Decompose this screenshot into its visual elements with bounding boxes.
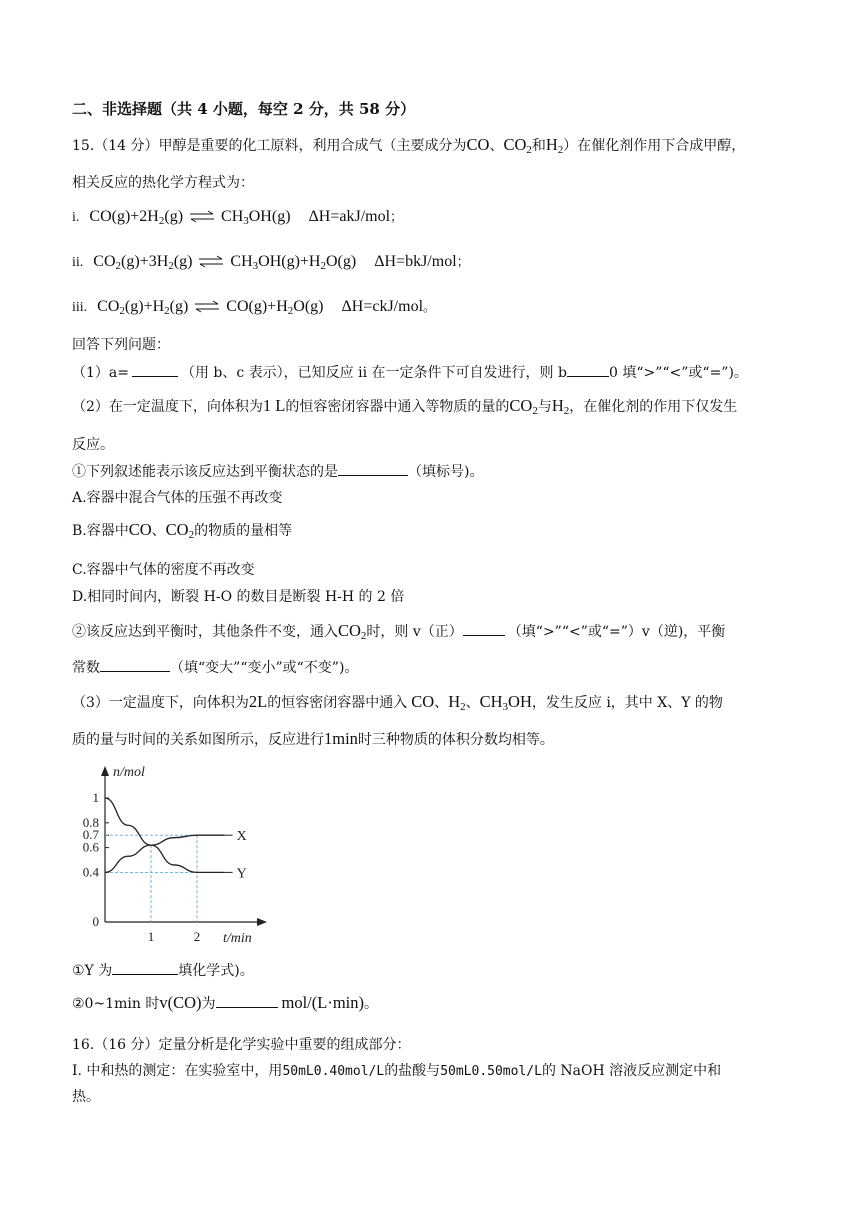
formula-co2: $CO_2$ [509, 396, 538, 417]
q15-part3-line2: 质的量与时间的关系如图所示，反应进行1min时三种物质的体积分数均相等。 [72, 729, 554, 748]
formula-co2: $CO_2$ [503, 135, 532, 156]
equilibrium-arrow-icon [194, 300, 220, 314]
y-tick-label: 0.6 [82, 839, 99, 855]
q15-part2-q1: ①下列叙述能表示该反应达到平衡状态的是 （填标号)。 [72, 464, 484, 480]
x-tick-label: 2 [193, 929, 201, 944]
option-b: B.容器中CO、$CO_2$的物质的量相等 [72, 520, 293, 541]
q15-part2-q2-line2: 常数 （填“变大”“变小”或“不变”)。 [72, 660, 359, 676]
y-tick-label: 1 [92, 790, 99, 805]
eq-label: iii. [72, 300, 88, 315]
mole-time-chart [82, 760, 282, 948]
y-axis-label: n/mol [113, 765, 145, 780]
eq-label: i. [72, 210, 80, 225]
series-line-X [105, 835, 225, 872]
q16-intro: 16.（16 分）定量分析是化学实验中重要的组成部分： [72, 1037, 411, 1053]
option-a: A.容器中混合气体的压强不再改变 [72, 490, 283, 506]
y-tick-label: 0.4 [82, 864, 99, 880]
answer-blank[interactable] [112, 962, 178, 975]
series-label-X: X [236, 829, 247, 845]
x-tick-label: 1 [147, 929, 155, 944]
section-title: 二、非选择题（共 4 小题，每空 2 分，共 58 分） [72, 100, 416, 118]
and-text: 和 [531, 138, 546, 154]
option-d: D.相同时间内，断裂 H-O 的数目是断裂 H-H 的 2 倍 [72, 589, 405, 605]
formula-h2: $H_2$ [551, 396, 570, 417]
option-c: C.容器中气体的密度不再改变 [72, 562, 255, 578]
x-axis-label: t/min [223, 931, 252, 946]
q15-part3-q2: ②0~1min 时v(CO)为 mol/(L·min)。 [72, 993, 378, 1012]
eq-label: ii. [72, 255, 84, 270]
answer-prompt: 回答下列问题： [72, 337, 170, 353]
q15-part2-line2: 反应。 [72, 437, 114, 453]
y-tick-label: 0 [92, 914, 99, 929]
q15-intro-line1 [72, 135, 745, 155]
formula-h2: $H_2$ [545, 135, 564, 156]
equation-iii: iii. $CO_2(g)+H_2(g)$ $CO(g)+H_2O(g)$ ΔH=ckJ/mol。 [72, 298, 437, 317]
answer-blank[interactable] [338, 463, 408, 476]
equation-ii: ii. $CO_2(g)+3H_2(g)$ $CH_3OH(g)+H_2O(g)$ ΔH=bkJ/mol； [72, 253, 470, 272]
q15-part2-q2: ②该反应达到平衡时，其他条件不变，通入$CO_2$时，则 v（正） （填“>”“<”或“=”）v（逆)，平衡 [72, 621, 726, 642]
y-axis-arrow-icon [101, 766, 109, 776]
equation-i: i. $CO(g)+2H_2(g)$ $CH_3OH(g)$ ΔH=akJ/mol； [72, 208, 404, 227]
q15-intro-text: 15.（14 分）甲醇是重要的化工原料，利用合成气（主要成分为 [72, 138, 467, 154]
y-tick-label: 0.8 [82, 814, 99, 830]
q16-part1-line2: 热。 [72, 1089, 100, 1105]
answer-blank[interactable] [100, 659, 170, 672]
equilibrium-arrow-icon [189, 210, 215, 224]
formula-co: CO [466, 135, 490, 154]
answer-blank[interactable] [132, 364, 178, 377]
answer-blank[interactable] [567, 364, 609, 377]
series-label-Y: Y [236, 866, 247, 882]
q15-part2-line1: （2）在一定温度下，向体积为1 L的恒容密闭容器中通入等物质的量的$CO_2$与$H_2$，在催化剂的作用下仅发生 [72, 396, 738, 417]
q15-part3-q1: ①Y 为 填化学式)。 [72, 963, 254, 979]
x-axis-arrow-icon [257, 918, 267, 926]
q15-part1: （1）a= （用 b、c 表示），已知反应 ii 在一定条件下可自发进行，则 b 0 填“>”“<”或“=”)。 [72, 365, 748, 381]
q16-part1-line1: I. 中和热的测定：在实验室中，用50mL0.40mol/L的盐酸与50mL0.50mol/L的 NaOH 溶液反应测定中和 [72, 1063, 722, 1079]
q15-part3-line1: （3）一定温度下，向体积为2L的恒容密闭容器中通入 CO、$H_2$、$CH_3OH$，发生反应 i，其中 X、Y 的物 [72, 692, 723, 713]
q15-intro-text-b: ）在催化剂作用下合成甲醇， [563, 138, 746, 154]
answer-blank[interactable] [216, 995, 278, 1008]
sep: 、 [489, 138, 504, 154]
y-tick-label: 0.7 [82, 827, 99, 843]
q15-intro-line2: 相关反应的热化学方程式为： [72, 175, 254, 191]
answer-blank[interactable] [463, 623, 505, 636]
equilibrium-arrow-icon [198, 255, 224, 269]
